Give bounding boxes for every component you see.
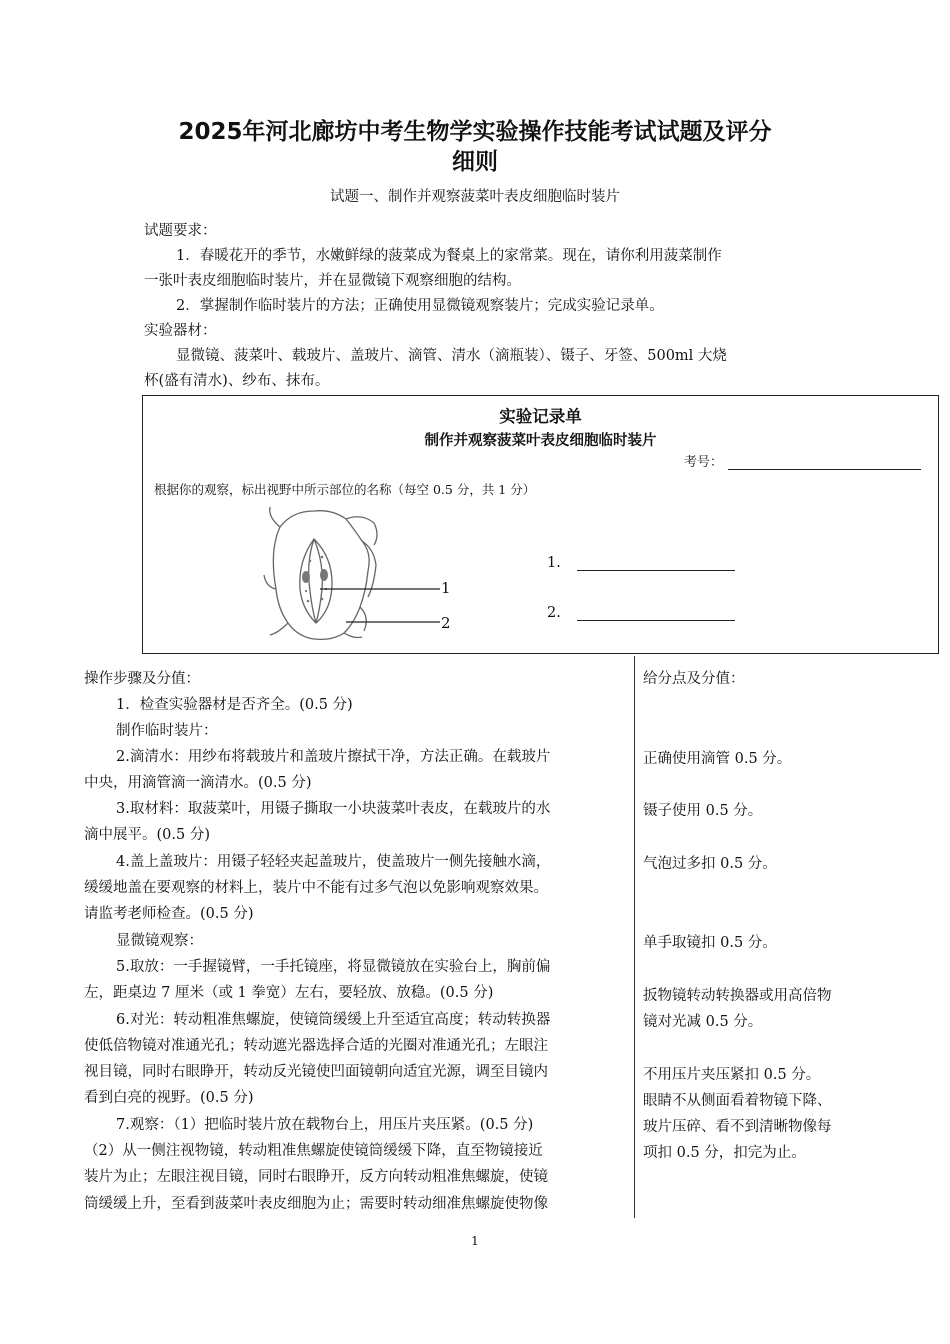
- record-title: 实验记录单: [499, 407, 582, 426]
- scoring-item: 眼睛不从侧面看着物镜下降、: [643, 1093, 832, 1109]
- scoring-item: 单手取镜扣 0.5 分。: [643, 935, 777, 951]
- requirement-1-cont: 一张叶表皮细胞临时装片，并在显微镜下观察细胞的结构。: [144, 273, 521, 289]
- page-title-line2: 细则: [452, 149, 498, 175]
- materials-line2: 杯(盛有清水)、纱布、抹布。: [144, 373, 330, 389]
- exam-number-field[interactable]: [728, 469, 921, 470]
- column-divider: [634, 656, 635, 1218]
- blank-2-number: 2.: [547, 605, 561, 621]
- scoring-item: 玻片压碎、看不到清晰物像每: [643, 1119, 832, 1135]
- answer-blank-1[interactable]: [577, 570, 735, 571]
- step-line: 缓缓地盖在要观察的材料上，装片中不能有过多气泡以免影响观察效果。: [84, 880, 548, 896]
- step-line: 筒缓缓上升，至看到菠菜叶表皮细胞为止；需要时转动细准焦螺旋使物像: [84, 1196, 548, 1212]
- step-line: 视目镜，同时右眼睁开，转动反光镜使凹面镜朝向适宜光源，调至目镜内: [84, 1064, 548, 1080]
- steps-heading: 操作步骤及分值：: [84, 671, 200, 687]
- step-line: 1．检查实验器材是否齐全。(0.5 分): [116, 697, 353, 713]
- scoring-item: 镜对光减 0.5 分。: [643, 1014, 763, 1030]
- record-instruction: 根据你的观察，标出视野中所示部位的名称（每空 0.5 分，共 1 分）: [154, 482, 536, 497]
- step-line: 使低倍物镜对准通光孔；转动遮光器选择合适的光圈对准通光孔；左眼注: [84, 1038, 548, 1054]
- scoring-item: 不用压片夹压紧扣 0.5 分。: [643, 1067, 821, 1083]
- diagram-label-1: 1: [441, 579, 451, 597]
- requirement-1: 1．春暖花开的季节，水嫩鲜绿的菠菜成为餐桌上的家常菜。现在，请你利用菠菜制作: [176, 248, 722, 264]
- step-line: 5.取放：一手握镜臂，一手托镜座，将显微镜放在实验台上，胸前偏: [116, 959, 551, 975]
- page-number: 1: [471, 1234, 479, 1248]
- requirements-heading: 试题要求：: [144, 223, 217, 239]
- scoring-item: 气泡过多扣 0.5 分。: [643, 856, 777, 872]
- step-line: 滴中展平。(0.5 分): [84, 827, 210, 843]
- requirement-2: 2．掌握制作临时装片的方法；正确使用显微镜观察装片；完成实验记录单。: [176, 298, 664, 314]
- step-line: 3.取材料：取菠菜叶，用镊子撕取一小块菠菜叶表皮，在载玻片的水: [116, 801, 551, 817]
- step-line: 显微镜观察：: [116, 933, 203, 949]
- step-line: 2.滴清水：用纱布将载玻片和盖玻片擦拭干净，方法正确。在载玻片: [116, 749, 551, 765]
- step-line: 7.观察：（1）把临时装片放在载物台上，用压片夹压紧。(0.5 分): [116, 1117, 534, 1133]
- scoring-item: 镊子使用 0.5 分。: [643, 803, 763, 819]
- step-line: 看到白亮的视野。(0.5 分): [84, 1090, 254, 1106]
- scoring-item: 扳物镜转动转换器或用高倍物: [643, 988, 832, 1004]
- step-line: （2）从一侧注视物镜，转动粗准焦螺旋使镜筒缓缓下降，直至物镜接近: [84, 1143, 543, 1159]
- step-line: 装片为止；左眼注视目镜，同时右眼睁开，反方向转动粗准焦螺旋，使镜: [84, 1169, 548, 1185]
- scoring-heading: 给分点及分值：: [643, 671, 745, 687]
- step-line: 左，距桌边 7 厘米（或 1 拳宽）左右，要轻放、放稳。(0.5 分): [84, 985, 494, 1001]
- materials-heading: 实验器材：: [144, 323, 217, 339]
- step-line: 4.盖上盖玻片：用镊子轻轻夹起盖玻片，使盖玻片一侧先接触水滴，: [116, 854, 551, 870]
- page-title: 2025年河北廊坊中考生物学实验操作技能考试试题及评分: [178, 119, 772, 145]
- record-subtitle: 制作并观察菠菜叶表皮细胞临时装片: [424, 433, 657, 449]
- diagram-label-2: 2: [441, 614, 451, 632]
- materials-line1: 显微镜、菠菜叶、载玻片、盖玻片、滴管、清水（滴瓶装）、镊子、牙签、500ml 大烧: [176, 348, 727, 364]
- step-line: 制作临时装片：: [116, 723, 218, 739]
- step-line: 6.对光：转动粗准焦螺旋，使镜筒缓缓上升至适宜高度；转动转换器: [116, 1012, 551, 1028]
- scoring-item: 项扣 0.5 分，扣完为止。: [643, 1145, 806, 1161]
- exam-number-label: 考号：: [684, 455, 724, 470]
- subtitle: 试题一、制作并观察菠菜叶表皮细胞临时装片: [330, 189, 620, 205]
- step-line: 中央，用滴管滴一滴清水。(0.5 分): [84, 775, 312, 791]
- scoring-item: 正确使用滴管 0.5 分。: [643, 751, 792, 767]
- blank-1-number: 1.: [547, 555, 561, 571]
- step-line: 请监考老师检查。(0.5 分): [84, 906, 254, 922]
- answer-blank-2[interactable]: [577, 620, 735, 621]
